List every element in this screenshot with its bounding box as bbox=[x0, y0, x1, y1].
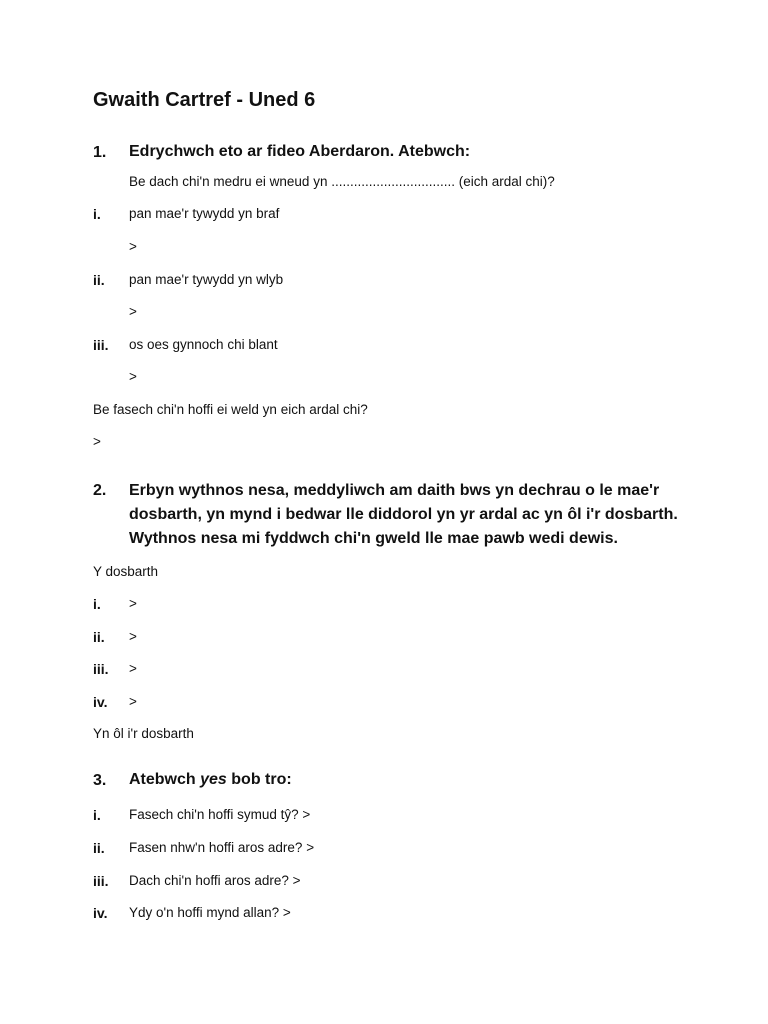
question-1-heading: Edrychwch eto ar fideo Aberdaron. Atebwch: bbox=[129, 143, 471, 160]
question-1-prompt: Be dach chi'n medru ei wneud yn ................................. (eich ardal chi)? bbox=[129, 174, 555, 189]
question-1-item-numeral: iii. bbox=[93, 337, 109, 353]
question-3-heading-italic: yes bbox=[200, 771, 227, 788]
answer-field[interactable]: > bbox=[129, 694, 137, 709]
question-3-item-numeral: iii. bbox=[93, 873, 109, 889]
question-2-item-numeral: iv. bbox=[93, 694, 108, 710]
question-1-item-numeral: i. bbox=[93, 206, 101, 222]
question-3-number: 3. bbox=[93, 772, 107, 789]
question-3-item-text: Fasen nhw'n hoffi aros adre? > bbox=[129, 840, 315, 855]
question-3-item-numeral: iv. bbox=[93, 905, 108, 921]
question-3-heading-post: bob tro: bbox=[226, 771, 292, 788]
question-2-number: 2. bbox=[93, 482, 107, 499]
question-1-item-text: os oes gynnoch chi blant bbox=[129, 337, 278, 352]
answer-field[interactable]: > bbox=[129, 239, 137, 254]
question-1-extra-question: Be fasech chi'n hoffi ei weld yn eich ardal chi? bbox=[93, 402, 368, 417]
question-1-item-numeral: ii. bbox=[93, 272, 105, 288]
answer-field[interactable]: > bbox=[129, 369, 137, 384]
question-2-end-label: Yn ôl i'r dosbarth bbox=[93, 726, 194, 741]
answer-field[interactable]: > bbox=[129, 661, 137, 676]
answer-field[interactable]: > bbox=[129, 629, 137, 644]
question-1-item-text: pan mae'r tywydd yn braf bbox=[129, 206, 280, 221]
answer-field[interactable]: > bbox=[129, 304, 137, 319]
answer-field[interactable]: > bbox=[93, 434, 101, 449]
question-2-heading-line: Wythnos nesa mi fyddwch chi'n gweld lle mae pawb wedi dewis. bbox=[129, 530, 618, 547]
question-2-start-label: Y dosbarth bbox=[93, 564, 159, 579]
question-2-heading-line: Erbyn wythnos nesa, meddyliwch am daith bws yn dechrau o le mae'r bbox=[129, 482, 660, 499]
question-2-item-numeral: i. bbox=[93, 596, 101, 612]
question-3-item-numeral: i. bbox=[93, 807, 101, 823]
question-1-number: 1. bbox=[93, 144, 107, 161]
question-2-heading-line: dosbarth, yn mynd i bedwar lle diddorol yn yr ardal ac yn ôl i'r dosbarth. bbox=[129, 506, 678, 523]
question-3-heading bbox=[129, 768, 292, 792]
answer-field[interactable]: > bbox=[129, 596, 137, 611]
question-3-item-text: Ydy o'n hoffi mynd allan? > bbox=[129, 905, 291, 920]
question-3-item-text: Dach chi'n hoffi aros adre? > bbox=[129, 873, 301, 888]
question-3-heading-pre: Atebwch bbox=[129, 771, 201, 788]
question-2-item-numeral: iii. bbox=[93, 661, 109, 677]
question-3-item-numeral: ii. bbox=[93, 840, 105, 856]
question-3-item-text: Fasech chi'n hoffi symud tŷ? > bbox=[129, 807, 311, 822]
page-title: Gwaith Cartref - Uned 6 bbox=[93, 89, 316, 111]
question-2-item-numeral: ii. bbox=[93, 629, 105, 645]
question-1-item-text: pan mae'r tywydd yn wlyb bbox=[129, 272, 284, 287]
question-2-heading bbox=[129, 479, 689, 551]
